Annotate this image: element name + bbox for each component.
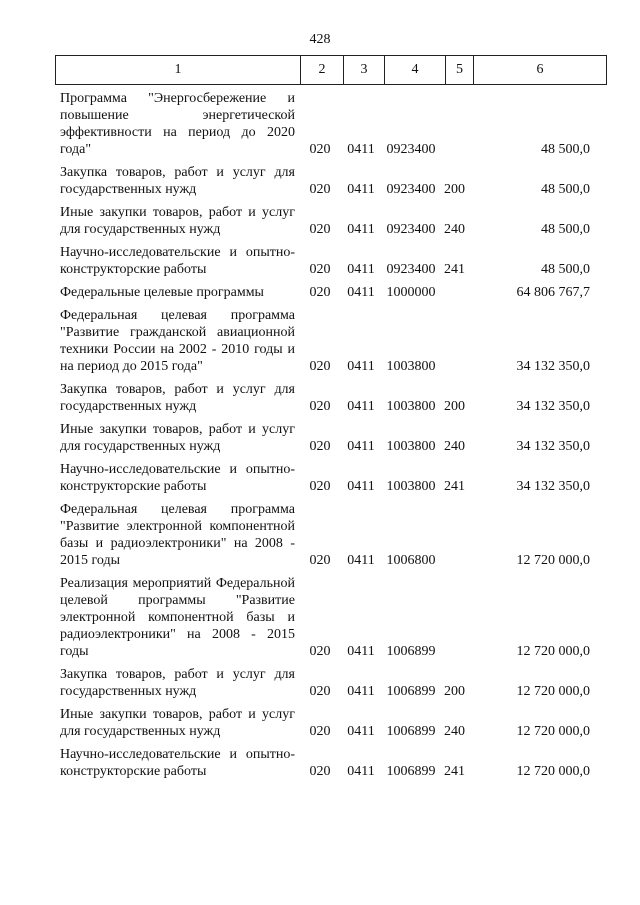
- row-col-2: 020: [309, 285, 331, 300]
- row-col-3: 0411: [347, 222, 375, 237]
- table-row: [55, 666, 600, 706]
- table-row: [55, 244, 600, 284]
- row-col-3: 0411: [347, 262, 375, 277]
- column-header-6: 6: [474, 56, 607, 85]
- row-col-2: 020: [309, 479, 331, 494]
- row-col-4: 1006800: [386, 553, 436, 568]
- row-description: Научно-исследовательские и опытно-конструкторские работы: [60, 245, 295, 277]
- row-description: Закупка товаров, работ и услуг для государственных нужд: [60, 667, 295, 699]
- column-header-2: 2: [301, 56, 344, 85]
- row-col-4: 0923400: [386, 222, 436, 237]
- row-col-5: 200: [444, 182, 465, 197]
- row-col-3: 0411: [347, 553, 375, 568]
- row-col-5: [441, 90, 468, 164]
- table-row: [55, 746, 600, 786]
- row-col-4: 1006899: [386, 764, 436, 779]
- page-number: 428: [309, 32, 331, 47]
- row-col-5: 240: [444, 724, 465, 739]
- row-col-5: [441, 284, 468, 307]
- row-col-3: 0411: [347, 764, 375, 779]
- row-amount: 34 132 350,0: [516, 439, 590, 454]
- row-col-3: 0411: [347, 439, 375, 454]
- row-description: Реализация мероприятий Федеральной целевой программы "Развитие электронной компонентной базы и радиоэлектроники" на 2008 - 2015 годы: [60, 576, 295, 659]
- table-row: [55, 575, 600, 666]
- table-row: [55, 164, 600, 204]
- row-description: Иные закупки товаров, работ и услуг для государственных нужд: [60, 707, 295, 739]
- table-row: [55, 381, 600, 421]
- row-col-2: 020: [309, 553, 331, 568]
- row-col-5: [441, 501, 468, 575]
- row-col-4: 1003800: [386, 359, 436, 374]
- row-col-3: 0411: [347, 285, 375, 300]
- row-col-3: 0411: [347, 684, 375, 699]
- table-row: [55, 706, 600, 746]
- row-description: Закупка товаров, работ и услуг для государственных нужд: [60, 165, 295, 197]
- row-col-5: 241: [444, 479, 465, 494]
- row-col-2: 020: [309, 182, 331, 197]
- row-description: Иные закупки товаров, работ и услуг для государственных нужд: [60, 422, 295, 454]
- row-amount: 12 720 000,0: [516, 553, 590, 568]
- row-amount: 48 500,0: [541, 222, 590, 237]
- column-header-1: 1: [56, 56, 301, 85]
- row-amount: 34 132 350,0: [516, 359, 590, 374]
- column-header-5: 5: [446, 56, 474, 85]
- row-amount: 48 500,0: [541, 142, 590, 157]
- budget-table-body: [55, 90, 600, 786]
- row-col-3: 0411: [347, 359, 375, 374]
- budget-table: [55, 90, 600, 786]
- row-col-2: 020: [309, 684, 331, 699]
- row-col-2: 020: [309, 142, 331, 157]
- row-col-5: 200: [444, 684, 465, 699]
- row-col-3: 0411: [347, 644, 375, 659]
- row-col-3: 0411: [347, 182, 375, 197]
- row-amount: 34 132 350,0: [516, 479, 590, 494]
- row-amount: 48 500,0: [541, 182, 590, 197]
- row-description: Научно-исследовательские и опытно-конструкторские работы: [60, 462, 295, 494]
- column-header-3: 3: [344, 56, 385, 85]
- row-description: Иные закупки товаров, работ и услуг для государственных нужд: [60, 205, 295, 237]
- row-col-2: 020: [309, 262, 331, 277]
- row-col-4: 1006899: [386, 644, 436, 659]
- row-col-4: 0923400: [386, 262, 436, 277]
- row-col-4: 1006899: [386, 684, 436, 699]
- row-amount: 12 720 000,0: [516, 644, 590, 659]
- row-amount: 48 500,0: [541, 262, 590, 277]
- row-col-5: 241: [444, 262, 465, 277]
- row-col-5: 241: [444, 764, 465, 779]
- row-col-4: 0923400: [386, 142, 436, 157]
- row-description: Федеральные целевые программы: [60, 285, 264, 300]
- row-col-3: 0411: [347, 479, 375, 494]
- row-col-3: 0411: [347, 399, 375, 414]
- row-description: Федеральная целевая программа "Развитие гражданской авиационной техники России на 2002 - 2010 годы и на период до 2015 года": [60, 308, 295, 374]
- table-row: [55, 90, 600, 164]
- row-amount: 12 720 000,0: [516, 684, 590, 699]
- row-amount: 12 720 000,0: [516, 724, 590, 739]
- column-header-table: [55, 55, 607, 85]
- row-col-5: [441, 575, 468, 666]
- row-col-2: 020: [309, 764, 331, 779]
- row-description: Программа "Энергосбережение и повышение энергетической эффективности на период до 2020 года": [60, 91, 295, 157]
- row-col-4: 1003800: [386, 479, 436, 494]
- row-col-5: 240: [444, 439, 465, 454]
- table-row: [55, 284, 600, 307]
- table-row: [55, 204, 600, 244]
- column-header-row: [56, 56, 607, 85]
- row-amount: 64 806 767,7: [516, 285, 590, 300]
- row-col-5: 240: [444, 222, 465, 237]
- row-col-4: 1006899: [386, 724, 436, 739]
- row-col-4: 1003800: [386, 399, 436, 414]
- table-row: [55, 307, 600, 381]
- row-col-4: 1003800: [386, 439, 436, 454]
- row-description: Федеральная целевая программа "Развитие электронной компонентной базы и радиоэлектроники" на 2008 - 2015 годы: [60, 502, 295, 568]
- table-row: [55, 461, 600, 501]
- row-col-2: 020: [309, 359, 331, 374]
- row-col-2: 020: [309, 439, 331, 454]
- row-col-2: 020: [309, 222, 331, 237]
- table-row: [55, 501, 600, 575]
- row-col-2: 020: [309, 724, 331, 739]
- row-col-2: 020: [309, 399, 331, 414]
- row-description: Закупка товаров, работ и услуг для государственных нужд: [60, 382, 295, 414]
- row-description: Научно-исследовательские и опытно-конструкторские работы: [60, 747, 295, 779]
- row-col-4: 0923400: [386, 182, 436, 197]
- table-row: [55, 421, 600, 461]
- row-col-3: 0411: [347, 142, 375, 157]
- row-col-5: 200: [444, 399, 465, 414]
- row-col-5: [441, 307, 468, 381]
- row-col-3: 0411: [347, 724, 375, 739]
- row-amount: 34 132 350,0: [516, 399, 590, 414]
- row-col-4: 1000000: [386, 285, 436, 300]
- row-col-2: 020: [309, 644, 331, 659]
- row-amount: 12 720 000,0: [516, 764, 590, 779]
- column-header-4: 4: [385, 56, 446, 85]
